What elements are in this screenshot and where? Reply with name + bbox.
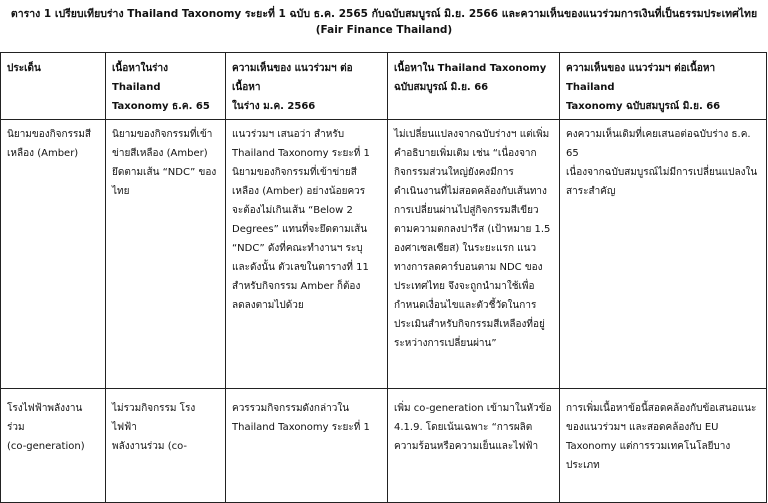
table-caption: [0, 6, 768, 38]
table-row: [1, 120, 767, 389]
table-header-row: [1, 53, 767, 120]
cell-coalition-comment-draft: ควรรวมกิจกรรมดังกล่าวใน Thailand Taxonomy ระยะที่ 1: [226, 389, 388, 503]
cell-coalition-comment-final: คงความเห็นเดิมที่เคยเสนอต่อฉบับร่าง ธ.ค. 65 เนื่องจากฉบับสมบูรณ์ไม่มีการเปลี่ยนแปลงใน สาระสำคัญ: [560, 120, 767, 389]
header-issue: ประเด็น: [1, 53, 106, 120]
cell-draft-content: ไม่รวมกิจกรรม โรงไฟฟ้า พลังงานร่วม (co-: [106, 389, 226, 503]
cell-issue: โรงไฟฟ้าพลังงานร่วม (co-generation): [1, 389, 106, 503]
header-coalition-comment-draft: ความเห็นของ แนวร่วมฯ ต่อเนื้อหา ในร่าง ม.ค. 2566: [226, 53, 388, 120]
cell-final-content: เพิ่ม co-generation เข้ามาในหัวข้อ 4.1.9. โดยเน้นเฉพาะ “การผลิต ความร้อนหรือความเย็นและไฟฟ้า: [388, 389, 560, 503]
table-caption-line-2: (Fair Finance Thailand): [315, 24, 453, 36]
cell-coalition-comment-final: การเพิ่มเนื้อหาข้อนี้สอดคล้องกับข้อเสนอแนะ ของแนวร่วมฯ และสอดคล้องกับ EU Taxonomy แต่การรวมเทคโนโลยีบางประเภท: [560, 389, 767, 503]
header-coalition-comment-final: ความเห็นของ แนวร่วมฯ ต่อเนื้อหา Thailand Taxonomy ฉบับสมบูรณ์ มิ.ย. 66: [560, 53, 767, 120]
cell-issue: นิยามของกิจกรรมสี เหลือง (Amber): [1, 120, 106, 389]
cell-coalition-comment-draft: แนวร่วมฯ เสนอว่า สำหรับ Thailand Taxonomy ระยะที่ 1 นิยามของกิจกรรมที่เข้าข่ายสี เหลือง (Amber) อย่างน้อยควร จะต้องไม่เกินเส้น “Below 2 Degrees” แทนที่จะยึดตามเส้น “NDC” ดังที่คณะทำงานฯ ระบุ และดังนั้น ตัวเลขในตารางที่ 11 สำหรับกิจกรรม Amber ก็ต้อง ลดลงตามไปด้วย: [226, 120, 388, 389]
table-caption-line-1: ตาราง 1 เปรียบเทียบร่าง Thailand Taxonomy ระยะที่ 1 ฉบับ ธ.ค. 2565 กับฉบับสมบูรณ์ มิ.ย. 2566 และความเห็นของแนวร่วมการเงินที่เป็นธรรมประเทศไทย: [10, 8, 758, 20]
header-final-content: เนื้อหาใน Thailand Taxonomy ฉบับสมบูรณ์ มิ.ย. 66: [388, 53, 560, 120]
table-row: [1, 389, 767, 503]
header-draft-content: เนื้อหาในร่าง Thailand Taxonomy ธ.ค. 65: [106, 53, 226, 120]
comparison-table: [0, 52, 767, 503]
cell-draft-content: นิยามของกิจกรรมที่เข้า ข่ายสีเหลือง (Amber) ยึดตามเส้น “NDC” ของ ไทย: [106, 120, 226, 389]
cell-final-content: ไม่เปลี่ยนแปลงจากฉบับร่างฯ แต่เพิ่ม คำอธิบายเพิ่มเติม เช่น “เนื่องจาก กิจกรรมส่วนใหญ่ยังคงมีการ ดำเนินงานที่ไม่สอดคล้องกับเส้นทาง การเปลี่ยนผ่านไปสู่กิจกรรมสีเขียว ตามความตกลงปารีส (เป้าหมาย 1.5 องศาเซลเซียส) ในระยะแรก แนว ทางการลดคาร์บอนตาม NDC ของ ประเทศไทย จึงจะถูกนำมาใช้เพื่อ กำหนดเงื่อนไขและตัวชี้วัดในการ ประเมินสำหรับกิจกรรมสีเหลืองที่อยู่ ระหว่างการเปลี่ยนผ่าน”: [388, 120, 560, 389]
